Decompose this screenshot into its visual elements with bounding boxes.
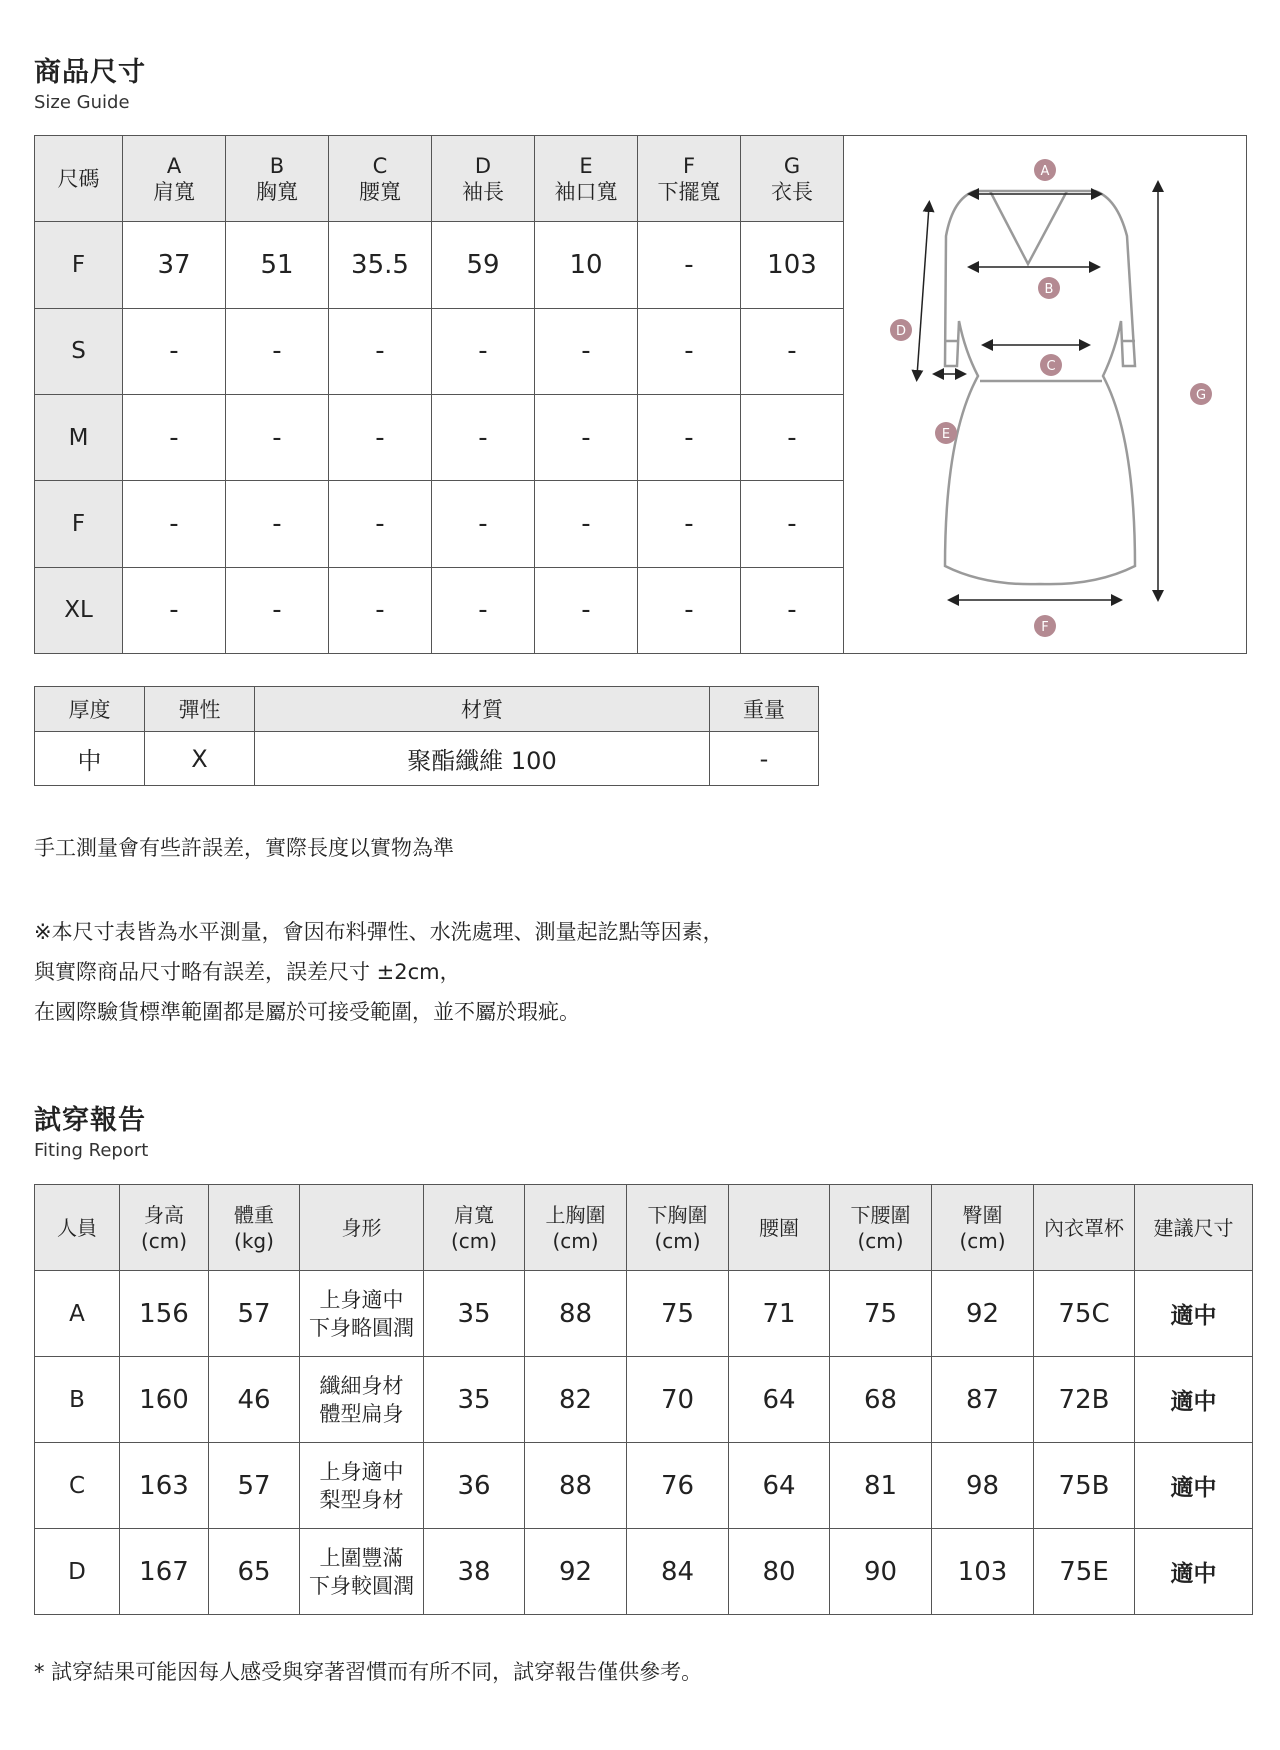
fit-waist: 64 xyxy=(729,1357,830,1443)
fit-height: 160 xyxy=(120,1357,209,1443)
fit-lower-chest: 75 xyxy=(627,1271,729,1357)
measurement-disclaimer-2: 與實際商品尺寸略有誤差，誤差尺寸 ±2cm， xyxy=(34,960,461,984)
garment-diagram xyxy=(844,136,1247,654)
size-cell: 10 xyxy=(535,222,638,308)
col-header-d: D 袖長 xyxy=(432,136,535,222)
fit-upper-chest: 88 xyxy=(525,1443,627,1529)
size-label: XL xyxy=(35,567,123,653)
size-guide-title: 商品尺寸 xyxy=(34,57,146,88)
fit-shoulder: 35 xyxy=(424,1357,525,1443)
size-cell: - xyxy=(123,481,226,567)
size-table xyxy=(34,135,1247,654)
size-cell: - xyxy=(432,394,535,480)
fitting-footnote: * 試穿結果可能因每人感受與穿著習慣而有所不同，試穿報告僅供參考。 xyxy=(34,1660,703,1684)
fit-height: 156 xyxy=(120,1271,209,1357)
size-label: F xyxy=(35,222,123,308)
col-header-e: E 袖口寬 xyxy=(535,136,638,222)
size-cell: - xyxy=(123,567,226,653)
size-cell: - xyxy=(535,567,638,653)
size-cell: - xyxy=(329,308,432,394)
fit-header-hip: 臀圍 (cm) xyxy=(932,1185,1034,1271)
col-header-a: A 肩寬 xyxy=(123,136,226,222)
fit-waist: 64 xyxy=(729,1443,830,1529)
dress-measurement-illustration xyxy=(845,136,1245,646)
size-cell: - xyxy=(535,481,638,567)
fit-shape: 纖細身材 體型扁身 xyxy=(300,1357,424,1443)
marker-d xyxy=(890,319,912,341)
size-cell: - xyxy=(329,567,432,653)
svg-text:A: A xyxy=(1040,164,1050,179)
size-cell: - xyxy=(638,308,741,394)
svg-text:G: G xyxy=(1195,388,1207,403)
size-cell: - xyxy=(123,308,226,394)
size-cell: - xyxy=(741,567,844,653)
col-header-f: F 下擺寬 xyxy=(638,136,741,222)
fit-header-waist: 腰圍 xyxy=(729,1185,830,1271)
size-label: M xyxy=(35,394,123,480)
fit-weight: 57 xyxy=(209,1271,300,1357)
size-cell: - xyxy=(432,567,535,653)
fitting-report-title: 試穿報告 xyxy=(34,1105,146,1136)
measure-line-d xyxy=(917,206,929,376)
size-label: F xyxy=(35,481,123,567)
fit-row xyxy=(35,1357,1253,1443)
material-thickness-value: 中 xyxy=(35,732,145,786)
material-header-elasticity: 彈性 xyxy=(145,687,255,732)
measurement-note: 手工測量會有些許誤差，實際長度以實物為準 xyxy=(34,836,454,860)
fit-person: C xyxy=(35,1443,120,1529)
fit-upper-chest: 88 xyxy=(525,1271,627,1357)
fit-waist: 80 xyxy=(729,1529,830,1615)
fit-recommended: 適中 xyxy=(1135,1443,1253,1529)
fit-person: D xyxy=(35,1529,120,1615)
fit-header-shoulder: 肩寬 (cm) xyxy=(424,1185,525,1271)
size-cell: - xyxy=(432,308,535,394)
fit-person: A xyxy=(35,1271,120,1357)
size-cell: 59 xyxy=(432,222,535,308)
size-cell: - xyxy=(741,394,844,480)
size-cell: 103 xyxy=(741,222,844,308)
fit-hip: 98 xyxy=(932,1443,1034,1529)
col-header-c: C 腰寬 xyxy=(329,136,432,222)
fit-weight: 46 xyxy=(209,1357,300,1443)
fit-cup: 75B xyxy=(1034,1443,1135,1529)
measurement-disclaimer-1: ※本尺寸表皆為水平測量，會因布料彈性、水洗處理、測量起訖點等因素， xyxy=(34,920,724,944)
size-cell: - xyxy=(226,308,329,394)
fit-header-weight: 體重 (kg) xyxy=(209,1185,300,1271)
size-cell: 35.5 xyxy=(329,222,432,308)
size-cell: - xyxy=(226,394,329,480)
marker-e xyxy=(935,422,957,444)
size-cell: - xyxy=(329,481,432,567)
fit-header-lower-chest: 下胸圍 (cm) xyxy=(627,1185,729,1271)
fit-cup: 72B xyxy=(1034,1357,1135,1443)
marker-a xyxy=(1034,159,1056,181)
fit-row xyxy=(35,1271,1253,1357)
marker-f xyxy=(1034,615,1056,637)
fit-hip: 103 xyxy=(932,1529,1034,1615)
fit-lower-waist: 68 xyxy=(830,1357,932,1443)
size-cell: - xyxy=(432,481,535,567)
size-cell: - xyxy=(741,308,844,394)
size-cell: 51 xyxy=(226,222,329,308)
fit-header-height: 身高 (cm) xyxy=(120,1185,209,1271)
fit-lower-chest: 84 xyxy=(627,1529,729,1615)
col-header-g: G 衣長 xyxy=(741,136,844,222)
svg-text:E: E xyxy=(941,427,951,442)
size-guide-subtitle: Size Guide xyxy=(34,92,130,113)
size-cell: - xyxy=(535,394,638,480)
fit-hip: 92 xyxy=(932,1271,1034,1357)
dress-outline xyxy=(945,191,1135,584)
material-table xyxy=(34,686,819,786)
fit-row xyxy=(35,1529,1253,1615)
marker-b xyxy=(1038,277,1060,299)
svg-text:F: F xyxy=(1041,620,1049,635)
fit-upper-chest: 82 xyxy=(525,1357,627,1443)
measurement-disclaimer-3: 在國際驗貨標準範圍都是屬於可接受範圍，並不屬於瑕疵。 xyxy=(34,1000,580,1024)
marker-c xyxy=(1040,354,1062,376)
svg-text:C: C xyxy=(1046,359,1056,374)
fit-shoulder: 35 xyxy=(424,1271,525,1357)
size-cell: - xyxy=(329,394,432,480)
fit-recommended: 適中 xyxy=(1135,1271,1253,1357)
fit-header-cup: 內衣罩杯 xyxy=(1034,1185,1135,1271)
fit-lower-chest: 70 xyxy=(627,1357,729,1443)
col-header-b: B 胸寬 xyxy=(226,136,329,222)
fit-header-shape: 身形 xyxy=(300,1185,424,1271)
size-cell: - xyxy=(535,308,638,394)
fit-shape: 上身適中 下身略圓潤 xyxy=(300,1271,424,1357)
fit-lower-waist: 75 xyxy=(830,1271,932,1357)
fit-recommended: 適中 xyxy=(1135,1357,1253,1443)
material-elasticity-value: X xyxy=(145,732,255,786)
fit-shape: 上身適中 梨型身材 xyxy=(300,1443,424,1529)
size-cell: - xyxy=(638,567,741,653)
fit-height: 167 xyxy=(120,1529,209,1615)
fit-shoulder: 38 xyxy=(424,1529,525,1615)
fit-recommended: 適中 xyxy=(1135,1529,1253,1615)
size-header-label: 尺碼 xyxy=(35,136,123,222)
material-header-thickness: 厚度 xyxy=(35,687,145,732)
fit-header-person: 人員 xyxy=(35,1185,120,1271)
fit-row xyxy=(35,1443,1253,1529)
size-cell: - xyxy=(741,481,844,567)
fit-shoulder: 36 xyxy=(424,1443,525,1529)
material-header-weight: 重量 xyxy=(710,687,819,732)
fit-hip: 87 xyxy=(932,1357,1034,1443)
fit-person: B xyxy=(35,1357,120,1443)
size-cell: 37 xyxy=(123,222,226,308)
svg-text:D: D xyxy=(895,324,907,339)
fitting-table xyxy=(34,1184,1253,1615)
fit-weight: 57 xyxy=(209,1443,300,1529)
fit-lower-chest: 76 xyxy=(627,1443,729,1529)
fit-cup: 75C xyxy=(1034,1271,1135,1357)
size-cell: - xyxy=(123,394,226,480)
size-label: S xyxy=(35,308,123,394)
material-fabric-value: 聚酯纖維 100 xyxy=(255,732,710,786)
fit-lower-waist: 90 xyxy=(830,1529,932,1615)
fit-cup: 75E xyxy=(1034,1529,1135,1615)
marker-g xyxy=(1190,383,1212,405)
fit-waist: 71 xyxy=(729,1271,830,1357)
fit-header-lower-waist: 下腰圍 (cm) xyxy=(830,1185,932,1271)
fit-header-recommended: 建議尺寸 xyxy=(1135,1185,1253,1271)
size-cell: - xyxy=(226,481,329,567)
fit-shape: 上圍豐滿 下身較圓潤 xyxy=(300,1529,424,1615)
fit-weight: 65 xyxy=(209,1529,300,1615)
fit-upper-chest: 92 xyxy=(525,1529,627,1615)
material-weight-value: - xyxy=(710,732,819,786)
fit-height: 163 xyxy=(120,1443,209,1529)
fit-header-upper-chest: 上胸圍 (cm) xyxy=(525,1185,627,1271)
fitting-report-subtitle: Fiting Report xyxy=(34,1140,149,1161)
fit-lower-waist: 81 xyxy=(830,1443,932,1529)
size-cell: - xyxy=(638,481,741,567)
size-cell: - xyxy=(226,567,329,653)
size-cell: - xyxy=(638,222,741,308)
svg-text:B: B xyxy=(1044,282,1054,297)
size-cell: - xyxy=(638,394,741,480)
material-header-fabric: 材質 xyxy=(255,687,710,732)
